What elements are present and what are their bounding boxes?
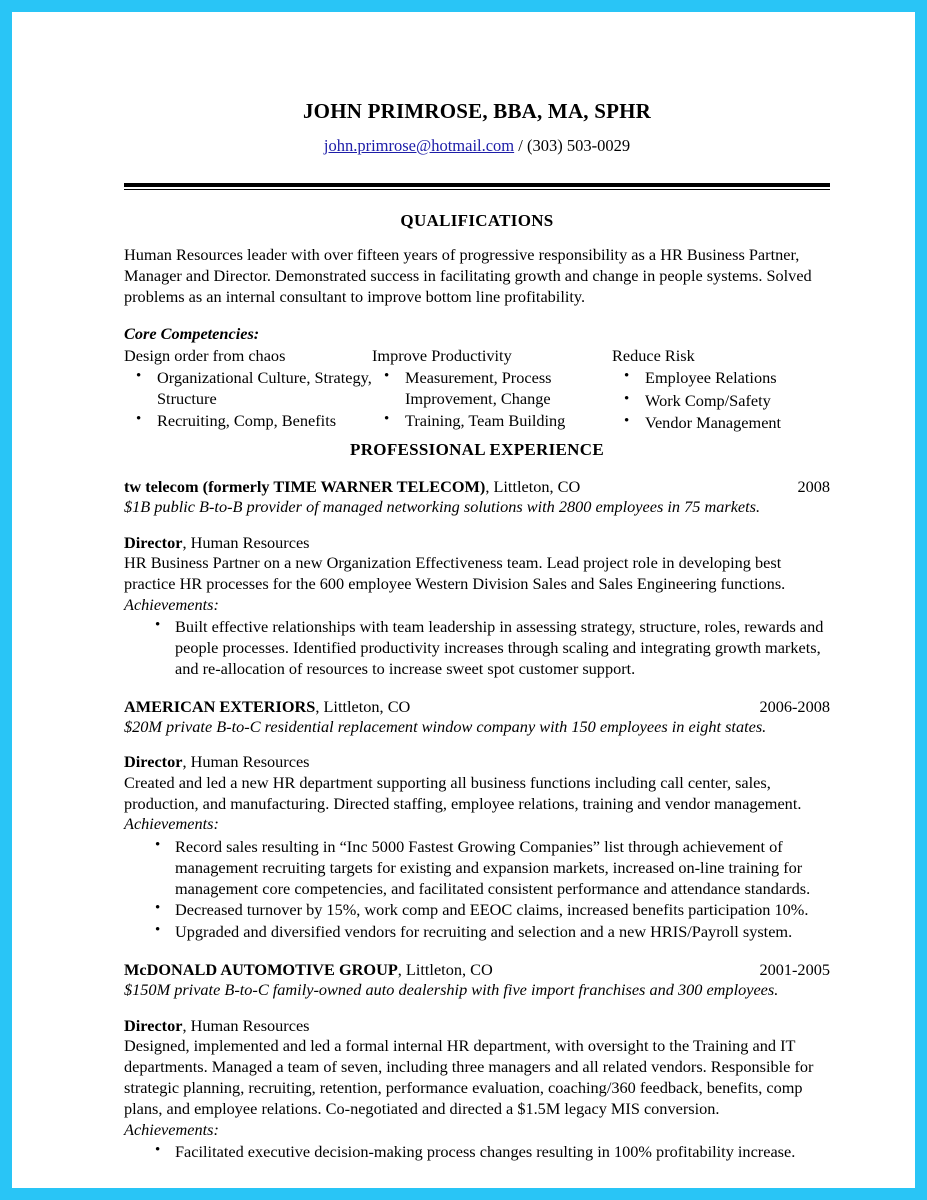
job-header (124, 697, 830, 717)
list-item: • Organizational Culture, Strategy, Structure (124, 368, 372, 409)
job-role: Director (124, 752, 183, 772)
job-blurb: $20M private B-to-C residential replacement window company with 150 employees in eight states. (124, 717, 767, 736)
job-header (124, 960, 830, 980)
job-location: , Littleton, CO (485, 476, 581, 496)
job-company-line (124, 697, 410, 717)
job-location: , Littleton, CO (397, 960, 493, 980)
job-title-line (124, 1016, 830, 1036)
page-title: JOHN PRIMROSE, BBA, MA, SPHR (302, 99, 652, 123)
job-title-line (124, 533, 830, 553)
job-description: HR Business Partner on a new Organization Effectiveness team. Lead project role in developing best practice HR processes for the 600 employee Western Division Sales and Sales Engineering functions. (124, 552, 786, 593)
job-blurb: $1B public B-to-B provider of managed networking solutions with 2800 employees in 75 markets. (124, 497, 761, 517)
job-department: , Human Resources (182, 1015, 310, 1035)
list-item: • Measurement, Process Improvement, Change (372, 368, 612, 409)
qualifications-summary: Human Resources leader with over fifteen years of progressive responsibility as a HR Business Partner, Manager and Director. Demonstrated success in facilitating growth and change in people systems. Solved problems as an internal consultant to improve bottom line profitability. (124, 245, 812, 306)
section-title-experience: PROFESSIONAL EXPERIENCE (350, 439, 604, 459)
competency-column-2-list (372, 368, 612, 432)
list-item: • Upgraded and diversified vendors for recruiting and selection and a new HRIS/Payroll system. (124, 922, 830, 943)
list-item: • Facilitated executive decision-making process changes resulting in 100% profitability increase. (124, 1142, 830, 1163)
competency-column-3-heading: Reduce Risk (612, 345, 695, 365)
job-company: tw telecom (formerly TIME WARNER TELECOM) (124, 476, 486, 496)
phone-number: (303) 503-0029 (526, 136, 631, 156)
achievements-label: Achievements: (124, 1119, 219, 1139)
competency-column-3-list (612, 368, 830, 434)
list-item: • Decreased turnover by 15%, work comp and EEOC claims, increased benefits participation 10%. (124, 900, 830, 921)
competency-column-1-heading: Design order from chaos (124, 345, 286, 365)
resume-content (124, 12, 830, 1163)
job-blurb: $150M private B-to-C family-owned auto dealership with five import franchises and 300 employees. (124, 980, 779, 1000)
job-department: , Human Resources (182, 532, 310, 552)
achievements-list (124, 1142, 830, 1163)
competency-column-1-list (124, 368, 372, 432)
core-competencies-columns (124, 345, 830, 434)
job-dates: 2008 (797, 476, 830, 496)
achievements-list (124, 617, 830, 680)
job-role: Director (124, 1015, 183, 1035)
job-company: AMERICAN EXTERIORS (124, 696, 316, 716)
competency-column-2 (372, 345, 612, 434)
competency-column-2-heading: Improve Productivity (372, 345, 512, 365)
experience-entry (124, 960, 830, 1163)
contact-separator: / (514, 136, 527, 156)
experience-entry (124, 477, 830, 680)
job-location: , Littleton, CO (315, 696, 411, 716)
job-department: , Human Resources (182, 752, 310, 772)
job-company-line (124, 477, 580, 497)
experience-entry (124, 697, 830, 943)
resume-page (12, 12, 915, 1188)
achievements-label: Achievements: (124, 814, 219, 834)
list-item: • Work Comp/Safety (612, 391, 830, 412)
competency-column-3 (612, 345, 830, 434)
core-competencies-label: Core Competencies: (124, 323, 260, 343)
list-item: • Training, Team Building (372, 411, 612, 432)
achievements-label: Achievements: (124, 594, 219, 614)
job-company-line (124, 960, 493, 980)
competency-column-1 (124, 345, 372, 434)
job-description: Created and led a new HR department supporting all business functions including call center, sales, production, and manufacturing. Directed staffing, employee relations, training and vendor management. (124, 772, 802, 813)
job-header (124, 477, 830, 497)
header-divider (124, 183, 830, 190)
list-item: • Vendor Management (612, 413, 830, 434)
list-item: • Employee Relations (612, 368, 830, 389)
list-item: • Built effective relationships with team leadership in assessing strategy, structure, roles, rewards and people processes. Identified productivity increases through scaling and integrating growth markets, and re-allocation of resources to increase sweet spot customer support. (124, 617, 830, 680)
job-title-line (124, 752, 830, 772)
list-item: • Record sales resulting in “Inc 5000 Fastest Growing Companies” list through achievement of management recruiting targets for existing and expansion markets, increased on-line training for management core competencies, and facilitated consistent performance and attendance standards. (124, 837, 830, 900)
job-dates: 2006-2008 (759, 696, 830, 716)
email-link[interactable]: john.primrose@hotmail.com (323, 136, 515, 156)
section-title-qualifications: QUALIFICATIONS (400, 211, 554, 231)
job-dates: 2001-2005 (759, 960, 830, 980)
achievements-list (124, 837, 830, 943)
contact-line (124, 136, 830, 156)
job-role: Director (124, 532, 183, 552)
job-company: McDONALD AUTOMOTIVE GROUP (124, 960, 398, 980)
list-item: • Recruiting, Comp, Benefits (124, 411, 372, 432)
job-description: Designed, implemented and led a formal internal HR department, with oversight to the Training and IT departments. Managed a team of seven, including three managers and all related vendors. Responsible for strategic planning, recruiting, retention, performance evaluation, coaching/360 feedback, benefits, comp plans, and employee relations. Co-negotiated and directed a $1.5M legacy MIS conversion. (124, 1036, 814, 1118)
